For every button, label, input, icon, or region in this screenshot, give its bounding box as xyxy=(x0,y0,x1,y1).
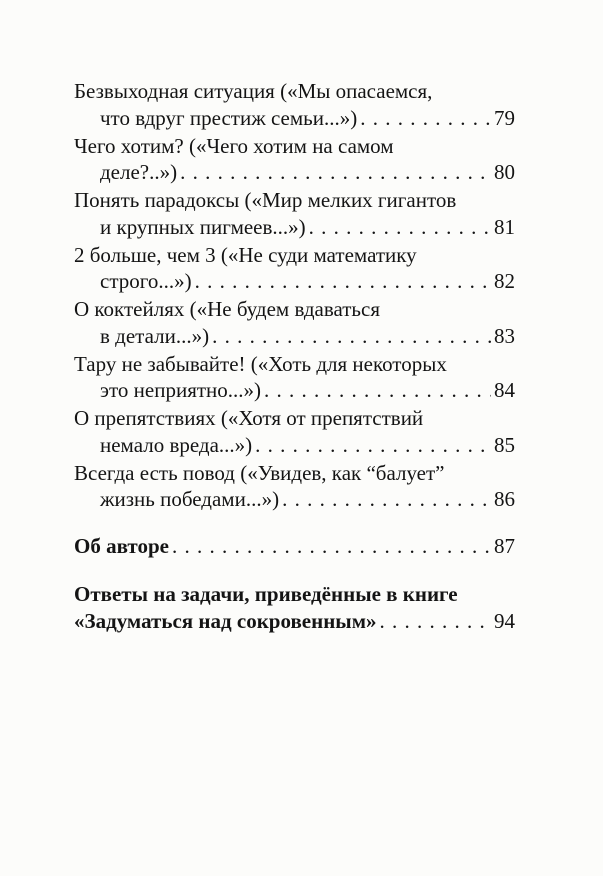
page-number: 86 xyxy=(494,487,515,511)
toc-answers-subtitle: «Задуматься над сокровенным» xyxy=(74,608,377,633)
page-number: 79 xyxy=(494,105,515,130)
dot-leader xyxy=(282,486,491,513)
page-number: 83 xyxy=(494,323,515,348)
dot-leader xyxy=(360,105,491,132)
page-number: 82 xyxy=(494,269,515,293)
toc-entry-title: Безвыходная ситуация («Мы опасаемся, xyxy=(74,79,433,103)
page-number: 85 xyxy=(494,432,515,457)
toc-entry xyxy=(74,351,515,404)
toc-entry-title: О коктейлях («Не будем вдаваться xyxy=(74,297,380,321)
toc-entry-subtitle: что вдруг престиж семьи...») xyxy=(100,105,358,130)
toc-entry-title: Понять парадоксы («Мир мелких гигантов xyxy=(74,188,457,212)
toc-entry xyxy=(74,78,515,131)
toc-entry xyxy=(74,296,515,349)
toc-entry-title: Тару не забывайте! («Хоть для некоторых xyxy=(74,351,447,376)
page-number: 94 xyxy=(494,608,515,633)
toc-entry-title: 2 больше, чем 3 («Не суди математику xyxy=(74,242,417,267)
toc-entry-title: О препятствиях («Хотя от препятствий xyxy=(74,406,424,430)
page-number: 80 xyxy=(494,160,515,184)
toc-entry xyxy=(74,405,515,458)
toc-answers-title: Ответы на задачи, приведённые в книге xyxy=(74,582,458,606)
dot-leader xyxy=(172,533,491,560)
toc-entry-answers xyxy=(74,581,515,634)
page-number: 84 xyxy=(494,378,515,402)
toc-entry-subtitle: это неприятно...») xyxy=(100,378,262,402)
dot-leader xyxy=(180,159,491,186)
toc-entry-subtitle: немало вреда...») xyxy=(100,432,253,457)
toc-entry-subtitle: в детали...») xyxy=(100,323,210,348)
dot-leader xyxy=(195,268,491,295)
toc-entry-subtitle: жизнь победами...») xyxy=(100,487,280,511)
page-number: 81 xyxy=(494,214,515,239)
toc-entry-about-author xyxy=(74,533,515,560)
dot-leader xyxy=(264,377,491,404)
page-number: 87 xyxy=(494,533,515,558)
toc-entry xyxy=(74,242,515,295)
toc-entry-title: Чего хотим? («Чего хотим на самом xyxy=(74,133,394,158)
toc-about-title: Об авторе xyxy=(74,533,169,558)
dot-leader xyxy=(380,608,491,635)
dot-leader xyxy=(309,214,491,241)
dot-leader xyxy=(255,432,491,459)
toc-entry-title: Всегда есть повод («Увидев, как “балует” xyxy=(74,460,445,485)
toc-entry-subtitle: и крупных пигмеев...») xyxy=(100,214,306,239)
toc-entry xyxy=(74,460,515,513)
table-of-contents xyxy=(74,78,515,634)
dot-leader xyxy=(212,323,491,350)
toc-entry xyxy=(74,133,515,186)
toc-entry-subtitle: строго...») xyxy=(100,269,192,293)
toc-entry-subtitle: деле?..») xyxy=(100,160,178,184)
toc-entry xyxy=(74,187,515,240)
